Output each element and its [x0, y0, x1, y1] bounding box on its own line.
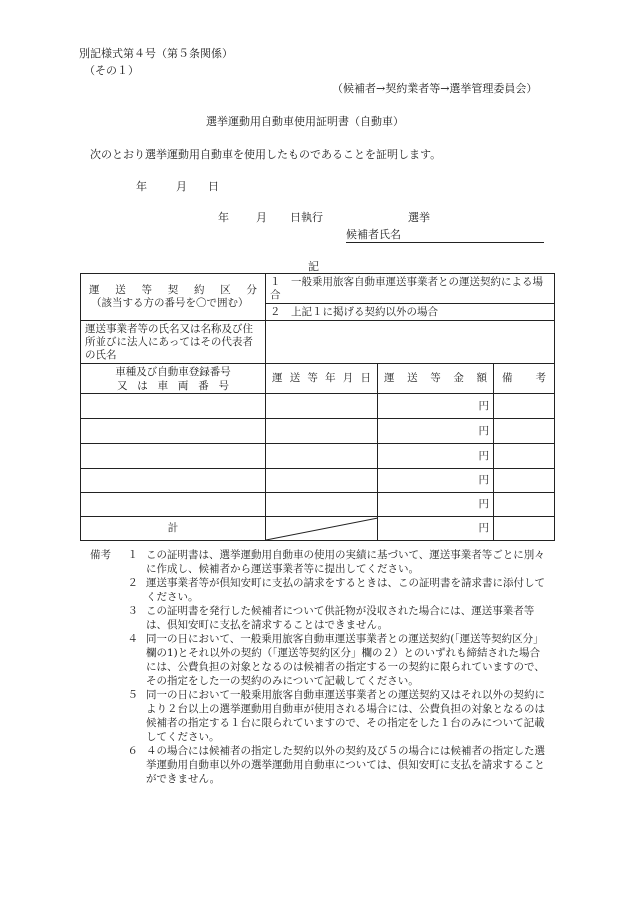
yen-unit: 円: [378, 444, 494, 469]
notes-section: [90, 548, 550, 786]
note-item: ４ 同一の日において、一般乗用旅客自動車運送事業者との運送契約(「運送等契約区分」欄の1)とそれ以外の契約（「運送等契約区分」欄の２）とのいずれも締結された場合には、公費負担の対象となるのは候補者の指定する一の契約に限られていますので、その指定をした一の契約のみについて記載してください。: [127, 633, 545, 687]
table-row: [81, 469, 555, 493]
form-part: （その１）: [84, 64, 139, 77]
election-year: 年: [218, 211, 229, 224]
date-day: 日: [208, 180, 219, 193]
table-row: [81, 394, 555, 419]
date-month: 月: [176, 180, 187, 193]
ki-heading: 記: [308, 260, 319, 273]
contract-type-row: [81, 274, 555, 304]
col-vehicle-line1: 車種及び自動車登録番号: [115, 365, 231, 378]
note-item: １ この証明書は、選挙運動用自動車の使用の実績に基づいて、運送事業者等ごとに別々に作成し、候補者から運送事業者等に提出してください。: [127, 549, 545, 575]
contract-type-sub: （該当する方の番号を〇で囲む）: [91, 297, 249, 309]
election-month: 月: [256, 211, 267, 224]
candidate-name-field: [346, 228, 544, 243]
contract-type-cell: [81, 274, 266, 321]
table-row: [81, 444, 555, 469]
total-row: [81, 517, 555, 541]
operator-value: [266, 321, 555, 364]
statement: 次のとおり選挙運動用自動車を使用したものであることを証明します。: [90, 148, 442, 161]
diagonal-slash: [266, 517, 378, 541]
total-date-cell: [266, 517, 378, 541]
operator-label: 運送事業者等の氏名又は名称及び住所並びに法人にあってはその代表者の氏名: [81, 321, 266, 364]
date-year: 年: [136, 180, 147, 193]
notes-heading: 備考: [90, 549, 111, 561]
form-number: 別記様式第４号（第５条関係）: [79, 47, 233, 60]
note-item: ５ 同一の日において一般乗用旅客自動車運送事業者との運送契約又はそれ以外の契約により２台以上の選挙運動用自動車が使用される場合には、公費負担の対象となるのは候補者の指定する１台に限られていますので、その指定をした１台のみについて記載してください。: [127, 689, 545, 743]
col-date: 運送等年月日: [266, 364, 378, 394]
notes-list: [90, 548, 550, 786]
table-row: [81, 493, 555, 517]
contract-option-2: ２ 上記１に掲げる契約以外の場合: [266, 304, 555, 321]
column-header-row: [81, 364, 555, 394]
contract-option-1: １ 一般乗用旅客自動車運送事業者との運送契約による場合: [266, 274, 555, 304]
table-row: [81, 419, 555, 444]
yen-unit: 円: [378, 419, 494, 444]
col-vehicle-line2: 又は車両番号: [117, 379, 229, 392]
yen-unit: 円: [378, 394, 494, 419]
election-name-label: 選挙: [408, 211, 430, 224]
note-item: ２ 運送事業者等が倶知安町に支払の請求をするときは、この証明書を請求書に添付してください。: [127, 577, 545, 603]
total-label: 計: [81, 517, 266, 541]
election-day-exec: 日執行: [290, 211, 323, 224]
note-item: ６ ４の場合には候補者の指定した契約以外の契約及び５の場合には候補者の指定した選挙運動用自動車以外の選挙運動用自動車については、倶知安町に支払を請求することができません。: [127, 745, 545, 785]
col-remarks: 備考: [494, 364, 555, 394]
yen-unit: 円: [378, 493, 494, 517]
document-title: 選挙運動用自動車使用証明書（自動車）: [206, 115, 404, 128]
operator-row: [81, 321, 555, 364]
candidate-name-label: 候補者氏名: [346, 228, 401, 241]
col-amount: 運送等金額: [378, 364, 494, 394]
routing-note: （候補者→契約業者等→選挙管理委員会）: [332, 82, 538, 95]
note-item: ３ この証明書を発行した候補者について供託物が没収された場合には、運送事業者等は、倶知安町に支払を請求することはできません。: [127, 605, 535, 631]
usage-table: [80, 273, 555, 541]
yen-unit: 円: [378, 517, 494, 541]
yen-unit: 円: [378, 469, 494, 493]
col-vehicle: [81, 364, 266, 394]
contract-type-label: 運送等契約区分: [89, 284, 257, 296]
